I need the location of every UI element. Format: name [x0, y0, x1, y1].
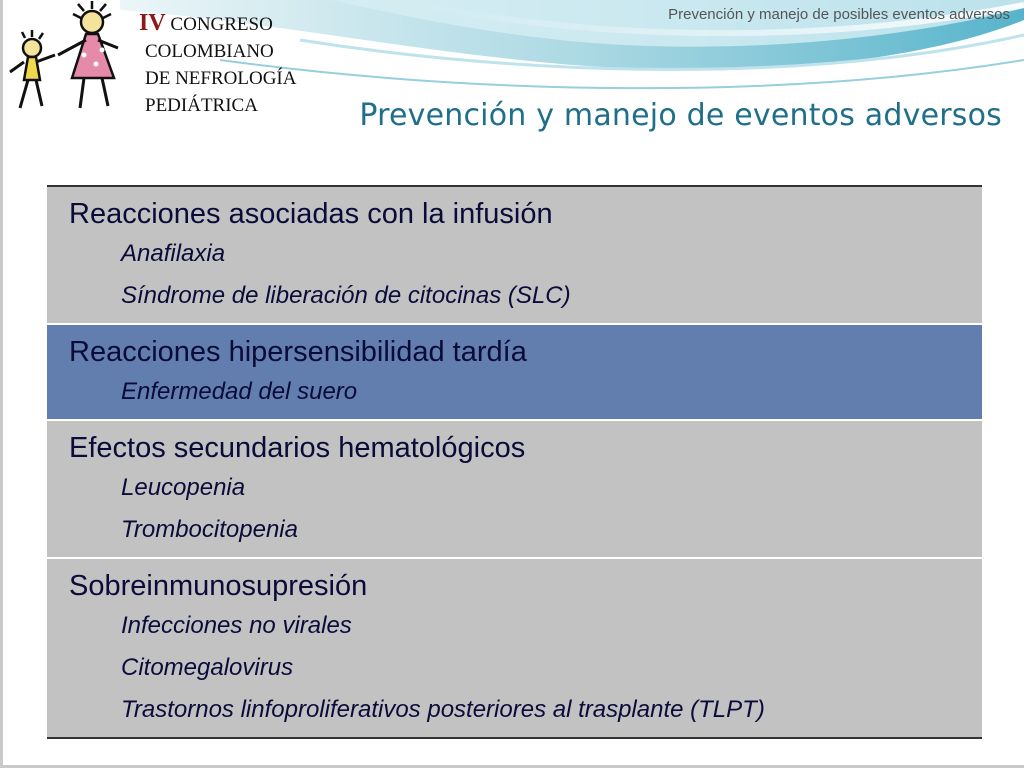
- group-heading: Reacciones asociadas con la infusión: [69, 198, 553, 230]
- table-group: [47, 187, 982, 325]
- group-item: Anafilaxia: [121, 240, 226, 267]
- running-header: Prevención y manejo de posibles eventos adversos: [668, 6, 1010, 23]
- slide-title: Prevención y manejo de eventos adversos: [359, 98, 1002, 133]
- group-item: Síndrome de liberación de citocinas (SLC): [121, 282, 571, 309]
- group-item: Enfermedad del suero: [121, 378, 358, 405]
- congress-line: PEDIÁTRICA: [145, 95, 258, 116]
- group-item: Infecciones no virales: [121, 612, 352, 639]
- group-heading: Efectos secundarios hematológicos: [69, 432, 526, 464]
- group-heading: Sobreinmunosupresión: [69, 570, 368, 602]
- group-heading: Reacciones hipersensibilidad tardía: [69, 336, 527, 368]
- congress-name: [139, 10, 369, 119]
- congress-line: DE NEFROLOGÍA: [145, 68, 297, 89]
- congress-line: CONGRESO: [170, 14, 273, 35]
- table-group: [47, 421, 982, 559]
- table-group: [47, 559, 982, 737]
- congress-roman-numeral: IV: [139, 10, 166, 36]
- group-item: Leucopenia: [121, 474, 246, 501]
- congress-logo-children-icon: [0, 0, 130, 118]
- group-item: Trastornos linfoproliferativos posteriores al trasplante (TLPT): [121, 696, 765, 723]
- group-item: Citomegalovirus: [121, 654, 294, 681]
- adverse-events-table: [47, 185, 982, 739]
- table-group-highlighted: [47, 325, 982, 421]
- congress-line: COLOMBIANO: [145, 41, 274, 62]
- group-item: Trombocitopenia: [121, 516, 298, 543]
